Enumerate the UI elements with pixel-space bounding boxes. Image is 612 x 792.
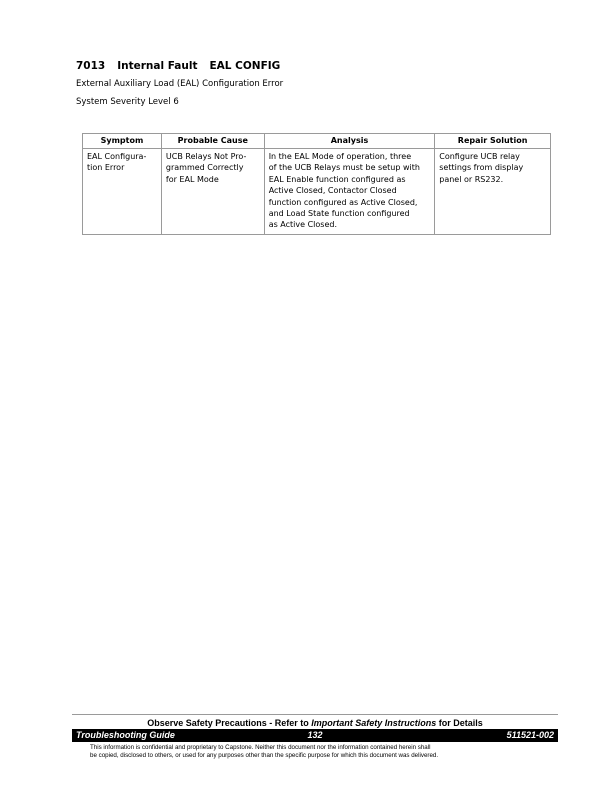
fault-name: EAL CONFIG — [209, 60, 281, 72]
fault-description: External Auxiliary Load (EAL) Configuration Error — [76, 79, 284, 89]
fault-code: 7013 — [76, 60, 106, 72]
cell-line: UCB Relays Not Pro- — [165, 152, 247, 161]
fault-category: Internal Fault — [117, 60, 198, 72]
cell-line: EAL Enable function configured as — [268, 174, 406, 184]
cell-line: for EAL Mode — [165, 174, 219, 184]
guide-title: Troubleshooting Guide — [76, 730, 175, 740]
safety-notice-suffix: for Details — [436, 718, 483, 728]
safety-notice-prefix: Observe Safety Precautions - Refer to — [147, 718, 312, 728]
column-header-cause: Probable Cause — [161, 134, 264, 149]
confidentiality-line: be copied, disclosed to others, or used for any purposes other than the specific purpose for which this document was delivered. — [90, 752, 439, 759]
severity-level: System Severity Level 6 — [76, 97, 179, 107]
table-header-row — [83, 134, 551, 149]
page-number: 132 — [307, 730, 323, 740]
cell-line: and Load State function configured — [268, 209, 410, 219]
cell-line: of the UCB Relays must be setup with — [268, 163, 420, 173]
fault-heading — [76, 60, 292, 72]
confidentiality-statement — [90, 744, 540, 760]
footer-bar — [72, 729, 558, 742]
cell-line: Active Closed, Contactor Closed — [268, 186, 397, 196]
cell-line: as Active Closed. — [268, 220, 338, 230]
safety-notice — [72, 714, 558, 728]
fault-title — [76, 60, 292, 72]
column-header-symptom: Symptom — [83, 134, 162, 149]
cell-cause — [161, 149, 264, 235]
cell-line: tion Error — [87, 163, 125, 173]
fault-table — [82, 133, 551, 235]
cell-line: Configure UCB relay — [439, 152, 520, 161]
cell-line: In the EAL Mode of operation, three — [268, 152, 412, 161]
table-row — [83, 149, 551, 235]
cell-line: EAL Configura- — [87, 152, 147, 161]
cell-solution — [435, 149, 551, 235]
cell-analysis — [264, 149, 435, 235]
cell-line: settings from display — [439, 163, 524, 173]
column-header-analysis: Analysis — [264, 134, 435, 149]
safety-notice-emphasis: Important Safety Instructions — [311, 718, 437, 728]
column-header-solution: Repair Solution — [435, 134, 551, 149]
cell-line: function configured as Active Closed, — [268, 197, 418, 207]
cell-symptom — [83, 149, 162, 235]
document-number: 511521-002 — [506, 730, 554, 740]
cell-line: grammed Correctly — [165, 163, 244, 173]
confidentiality-line: This information is confidential and proprietary to Capstone. Neither this document nor the information contained herein shall — [90, 744, 431, 751]
cell-line: panel or RS232. — [439, 174, 504, 184]
